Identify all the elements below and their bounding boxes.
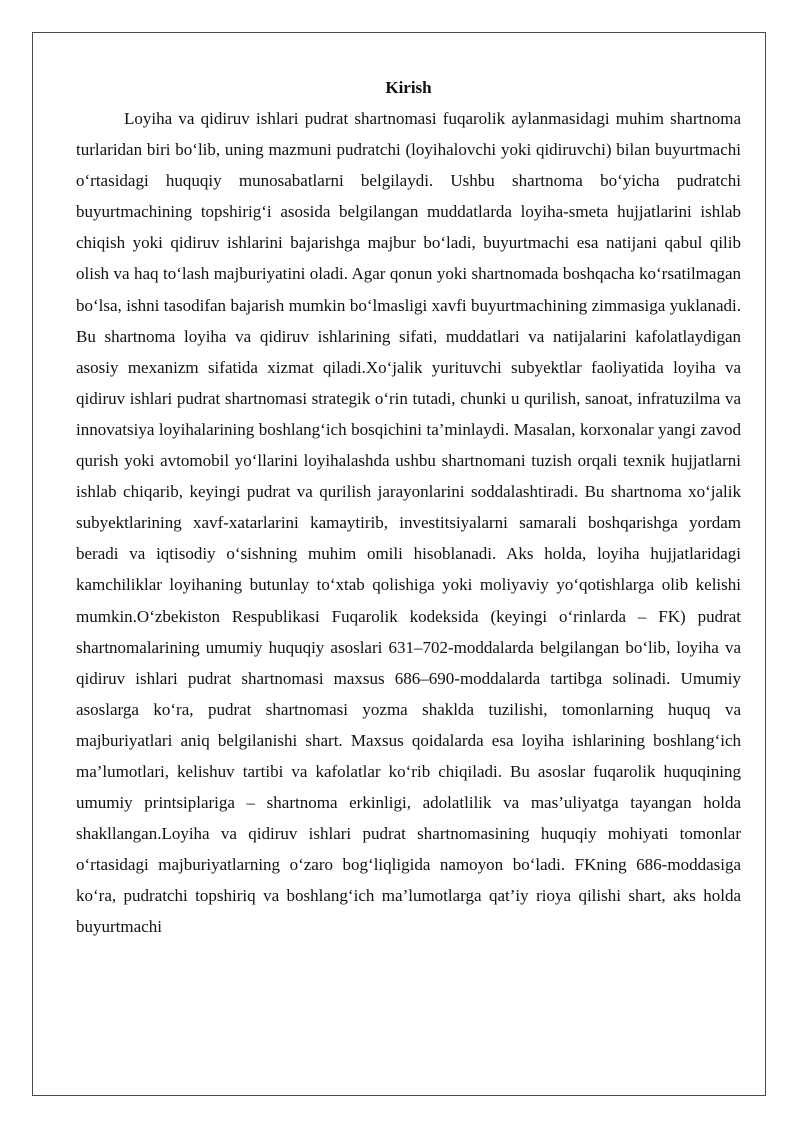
body-paragraph: Loyiha va qidiruv ishlari pudrat shartnomasi fuqarolik aylanmasidagi muhim shartnoma turlaridan biri bo‘lib, uning mazmuni pudratchi (loyihalovchi yoki qidiruvchi) bilan buyurtmachi o‘rtasidagi huquqiy munosabatlarni belgilaydi. Ushbu shartnoma bo‘yicha pudratchi buyurtmachining topshirig‘i asosida belgilangan muddatlarda loyiha-smeta hujjatlarini ishlab chiqish yoki qidiruv ishlarini bajarishga majbur bo‘ladi, buyurtmachi esa natijani qabul qilib olish va haq to‘lash majburiyatini oladi. Agar qonun yoki shartnomada boshqacha ko‘rsatilmagan bo‘lsa, ishni tasodifan bajarish mumkin bo‘lmasligi xavfi buyurtmachining zimmasiga yuklanadi. Bu shartnoma loyiha va qidiruv ishlarining sifati, muddatlari va natijalarini kafolatlaydigan asosiy mexanizm sifatida xizmat qiladi.Xo‘jalik yurituvchi subyektlar faoliyatida loyiha va qidiruv ishlari pudrat shartnomasi strategik o‘rin tutadi, chunki u qurilish, sanoat, infratuzilma va innovatsiya loyihalarining boshlang‘ich bosqichini ta’minlaydi. Masalan, korxonalar yangi zavod qurish yoki avtomobil yo‘llarini loyihalashda ushbu shartnomani tuzish orqali texnik hujjatlarni ishlab chiqarib, keyingi pudrat va qurilish jarayonlarini soddalashtiradi. Bu shartnoma xo‘jalik subyektlarining xavf-xatarlarini kamaytirib, investitsiyalarni samarali boshqarishga yordam beradi va iqtisodiy o‘sishning muhim omili hisoblanadi. Aks holda, loyiha hujjatlaridagi kamchiliklar loyihaning butunlay to‘xtab qolishiga yoki moliyaviy yo‘qotishlarga olib kelishi mumkin.O‘zbekiston Respublikasi Fuqarolik kodeksida (keyingi o‘rinlarda – FK) pudrat shartnomalarining umumiy huquqiy asoslari 631–702-moddalarda belgilangan bo‘lib, loyiha va qidiruv ishlari pudrat shartnomasi maxsus 686–690-moddalarda tartibga solinadi. Umumiy asoslarga ko‘ra, pudrat shartnomasi yozma shaklda tuzilishi, tomonlarning huquq va majburiyatlari aniq belgilanishi shart. Maxsus qoidalarda esa loyiha ishlarining boshlang‘ich ma’lumotlari, kelishuv tartibi va kafolatlar ko‘rib chiqiladi. Bu asoslar fuqarolik huquqining umumiy printsiplariga – shartnoma erkinligi, adolatlilik va mas’uliyatga tayangan holda shakllangan.Loyiha va qidiruv ishlari pudrat shartnomasining huquqiy mohiyati tomonlar o‘rtasidagi majburiyatlarning o‘zaro bog‘liqligida namoyon bo‘ladi. FKning 686-moddasiga ko‘ra, pudratchi topshiriq va boshlang‘ich ma’lumotlarga qat’iy rioya qilishi shart, aks holda buyurtmachi (76, 109, 741, 937)
document-title: Kirish (385, 78, 432, 97)
document-body (76, 74, 741, 943)
